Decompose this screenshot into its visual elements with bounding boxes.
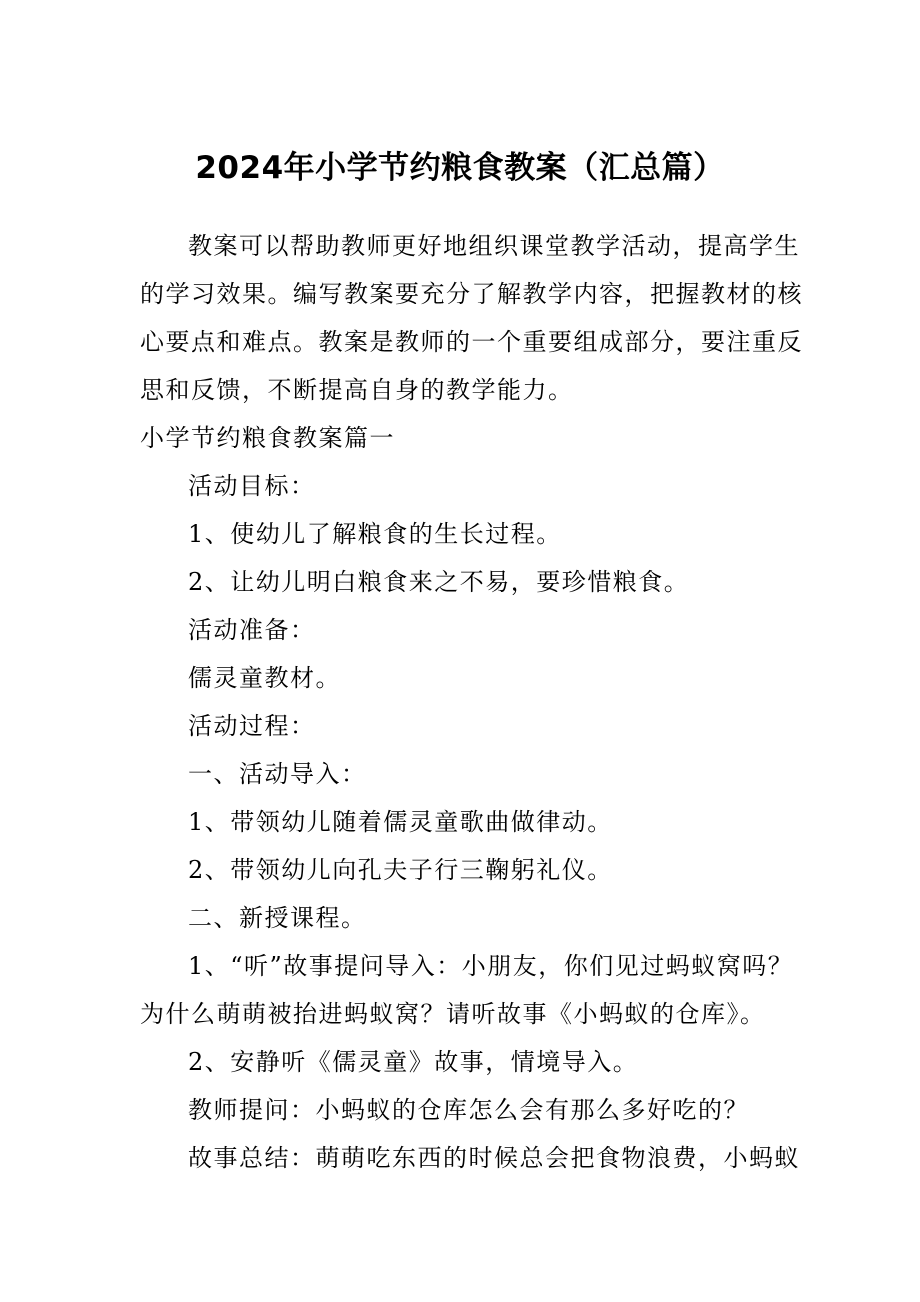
intro-line-4: 思和反馈，不断提高自身的教学能力。 xyxy=(140,376,574,404)
step-two-item-1-line-2: 为什么萌萌被抬进蚂蚁窝？请听故事《小蚂蚁的仓库》。 xyxy=(140,1000,766,1028)
intro-line-1: 教案可以帮助教师更好地组织课堂教学活动，提高学生 xyxy=(188,232,800,260)
step-two-item-2: 2、安静听《儒灵童》故事，情境导入。 xyxy=(188,1048,639,1076)
intro-line-3: 心要点和难点。教案是教师的一个重要组成部分，要注重反 xyxy=(140,328,803,356)
goals-label: 活动目标： xyxy=(188,472,316,500)
intro-line-2: 的学习效果。编写教案要充分了解教学内容，把握教材的核 xyxy=(140,280,803,308)
prep-label: 活动准备： xyxy=(188,616,316,644)
step-two-heading: 二、新授课程。 xyxy=(188,904,367,932)
story-summary: 故事总结：萌萌吃东西的时候总会把食物浪费，小蚂蚁 xyxy=(188,1144,800,1172)
step-one-item-1: 1、带领幼儿随着儒灵童歌曲做律动。 xyxy=(188,808,613,836)
prep-item: 儒灵童教材。 xyxy=(188,664,341,692)
step-one-item-2: 2、带领幼儿向孔夫子行三鞠躬礼仪。 xyxy=(188,856,613,884)
goal-item-2: 2、让幼儿明白粮食来之不易，要珍惜粮食。 xyxy=(188,568,690,596)
teacher-question: 教师提问：小蚂蚁的仓库怎么会有那么多好吃的？ xyxy=(188,1096,749,1124)
step-two-item-1-line-1: 1、“听”故事提问导入：小朋友，你们见过蚂蚁窝吗？ xyxy=(188,952,794,980)
process-label: 活动过程： xyxy=(188,712,316,740)
document-title: 2024年小学节约粮食教案（汇总篇） xyxy=(195,150,725,186)
document-body xyxy=(140,222,803,1182)
section-heading: 小学节约粮食教案篇一 xyxy=(140,424,395,452)
goal-item-1: 1、使幼儿了解粮食的生长过程。 xyxy=(188,520,562,548)
step-one-heading: 一、活动导入： xyxy=(188,760,367,788)
